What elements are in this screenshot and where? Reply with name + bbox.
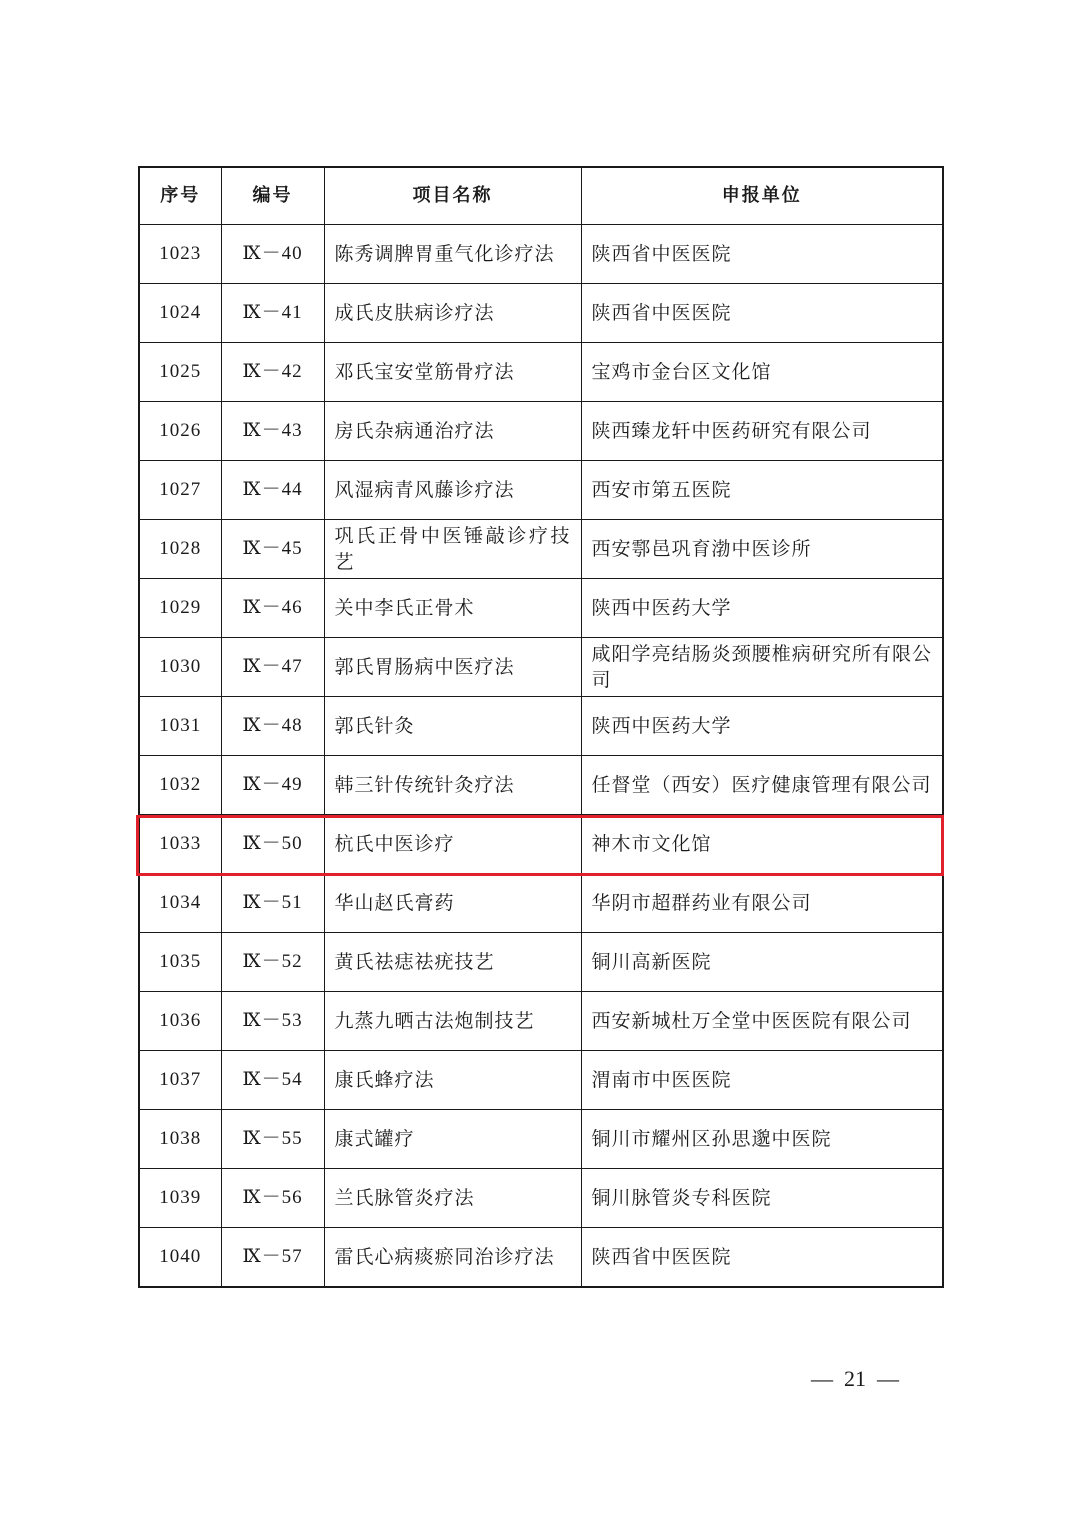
cell-code: Ⅸ－40	[221, 225, 324, 284]
cell-project-name: 风湿病青风藤诊疗法	[324, 461, 581, 520]
table-row	[139, 402, 943, 461]
cell-seq: 1026	[139, 402, 221, 461]
cell-code: Ⅸ－57	[221, 1228, 324, 1288]
cell-project-name: 陈秀调脾胃重气化诊疗法	[324, 225, 581, 284]
cell-applicant-unit: 任督堂（西安）医疗健康管理有限公司	[581, 756, 943, 815]
cell-code: Ⅸ－50	[221, 815, 324, 874]
cell-applicant-unit: 咸阳学亮结肠炎颈腰椎病研究所有限公司	[581, 638, 943, 697]
cell-project-name: 韩三针传统针灸疗法	[324, 756, 581, 815]
cell-applicant-unit: 铜川脉管炎专科医院	[581, 1169, 943, 1228]
cell-seq: 1035	[139, 933, 221, 992]
table-row	[139, 1228, 943, 1288]
cell-applicant-unit: 铜川高新医院	[581, 933, 943, 992]
cell-project-name: 巩氏正骨中医锤敲诊疗技艺	[324, 520, 581, 579]
cell-project-name: 兰氏脉管炎疗法	[324, 1169, 581, 1228]
table-row	[139, 933, 943, 992]
table-row	[139, 1169, 943, 1228]
table-header-row	[139, 167, 943, 225]
cell-seq: 1039	[139, 1169, 221, 1228]
cell-project-name: 杭氏中医诊疗	[324, 815, 581, 874]
cell-applicant-unit: 陕西臻龙轩中医药研究有限公司	[581, 402, 943, 461]
table-row	[139, 1051, 943, 1110]
table-row	[139, 815, 943, 874]
cell-code: Ⅸ－53	[221, 992, 324, 1051]
cell-project-name: 黄氏祛痣祛疣技艺	[324, 933, 581, 992]
cell-seq: 1028	[139, 520, 221, 579]
cell-project-name: 九蒸九晒古法炮制技艺	[324, 992, 581, 1051]
cell-applicant-unit: 西安鄠邑巩育渤中医诊所	[581, 520, 943, 579]
cell-seq: 1024	[139, 284, 221, 343]
table-row	[139, 1110, 943, 1169]
table-row	[139, 225, 943, 284]
heritage-registry-table	[138, 166, 944, 1288]
header-unit: 申报单位	[581, 167, 943, 225]
cell-seq: 1025	[139, 343, 221, 402]
cell-applicant-unit: 神木市文化馆	[581, 815, 943, 874]
cell-code: Ⅸ－48	[221, 697, 324, 756]
cell-code: Ⅸ－42	[221, 343, 324, 402]
table-row	[139, 343, 943, 402]
cell-code: Ⅸ－51	[221, 874, 324, 933]
cell-seq: 1029	[139, 579, 221, 638]
cell-project-name: 邓氏宝安堂筋骨疗法	[324, 343, 581, 402]
header-seq: 序号	[139, 167, 221, 225]
cell-project-name: 康氏蜂疗法	[324, 1051, 581, 1110]
cell-project-name: 成氏皮肤病诊疗法	[324, 284, 581, 343]
cell-code: Ⅸ－55	[221, 1110, 324, 1169]
cell-applicant-unit: 西安市第五医院	[581, 461, 943, 520]
cell-applicant-unit: 渭南市中医医院	[581, 1051, 943, 1110]
table-row	[139, 874, 943, 933]
cell-applicant-unit: 陕西省中医医院	[581, 284, 943, 343]
cell-project-name: 关中李氏正骨术	[324, 579, 581, 638]
cell-seq: 1032	[139, 756, 221, 815]
cell-code: Ⅸ－47	[221, 638, 324, 697]
cell-code: Ⅸ－44	[221, 461, 324, 520]
table-body	[139, 225, 943, 1288]
table-row	[139, 638, 943, 697]
cell-applicant-unit: 宝鸡市金台区文化馆	[581, 343, 943, 402]
cell-applicant-unit: 陕西中医药大学	[581, 697, 943, 756]
cell-code: Ⅸ－56	[221, 1169, 324, 1228]
cell-project-name: 雷氏心病痰瘀同治诊疗法	[324, 1228, 581, 1288]
cell-code: Ⅸ－52	[221, 933, 324, 992]
cell-seq: 1038	[139, 1110, 221, 1169]
cell-seq: 1034	[139, 874, 221, 933]
cell-seq: 1033	[139, 815, 221, 874]
table-row	[139, 461, 943, 520]
cell-seq: 1030	[139, 638, 221, 697]
cell-applicant-unit: 华阴市超群药业有限公司	[581, 874, 943, 933]
cell-project-name: 华山赵氏膏药	[324, 874, 581, 933]
cell-applicant-unit: 陕西中医药大学	[581, 579, 943, 638]
header-name: 项目名称	[324, 167, 581, 225]
cell-applicant-unit: 铜川市耀州区孙思邈中医院	[581, 1110, 943, 1169]
cell-seq: 1040	[139, 1228, 221, 1288]
cell-code: Ⅸ－46	[221, 579, 324, 638]
cell-seq: 1027	[139, 461, 221, 520]
table-row	[139, 520, 943, 579]
cell-applicant-unit: 西安新城杜万全堂中医医院有限公司	[581, 992, 943, 1051]
cell-seq: 1037	[139, 1051, 221, 1110]
cell-code: Ⅸ－54	[221, 1051, 324, 1110]
table-row	[139, 284, 943, 343]
table-row	[139, 756, 943, 815]
cell-project-name: 郭氏胃肠病中医疗法	[324, 638, 581, 697]
cell-applicant-unit: 陕西省中医医院	[581, 1228, 943, 1288]
table-row	[139, 579, 943, 638]
cell-project-name: 郭氏针灸	[324, 697, 581, 756]
header-code: 编号	[221, 167, 324, 225]
cell-project-name: 房氏杂病通治疗法	[324, 402, 581, 461]
cell-applicant-unit: 陕西省中医医院	[581, 225, 943, 284]
cell-seq: 1031	[139, 697, 221, 756]
page-number: — 21 —	[811, 1366, 899, 1391]
cell-project-name: 康式罐疗	[324, 1110, 581, 1169]
table-row	[139, 992, 943, 1051]
table-row	[139, 697, 943, 756]
cell-code: Ⅸ－41	[221, 284, 324, 343]
cell-seq: 1023	[139, 225, 221, 284]
cell-seq: 1036	[139, 992, 221, 1051]
cell-code: Ⅸ－45	[221, 520, 324, 579]
cell-code: Ⅸ－49	[221, 756, 324, 815]
cell-code: Ⅸ－43	[221, 402, 324, 461]
